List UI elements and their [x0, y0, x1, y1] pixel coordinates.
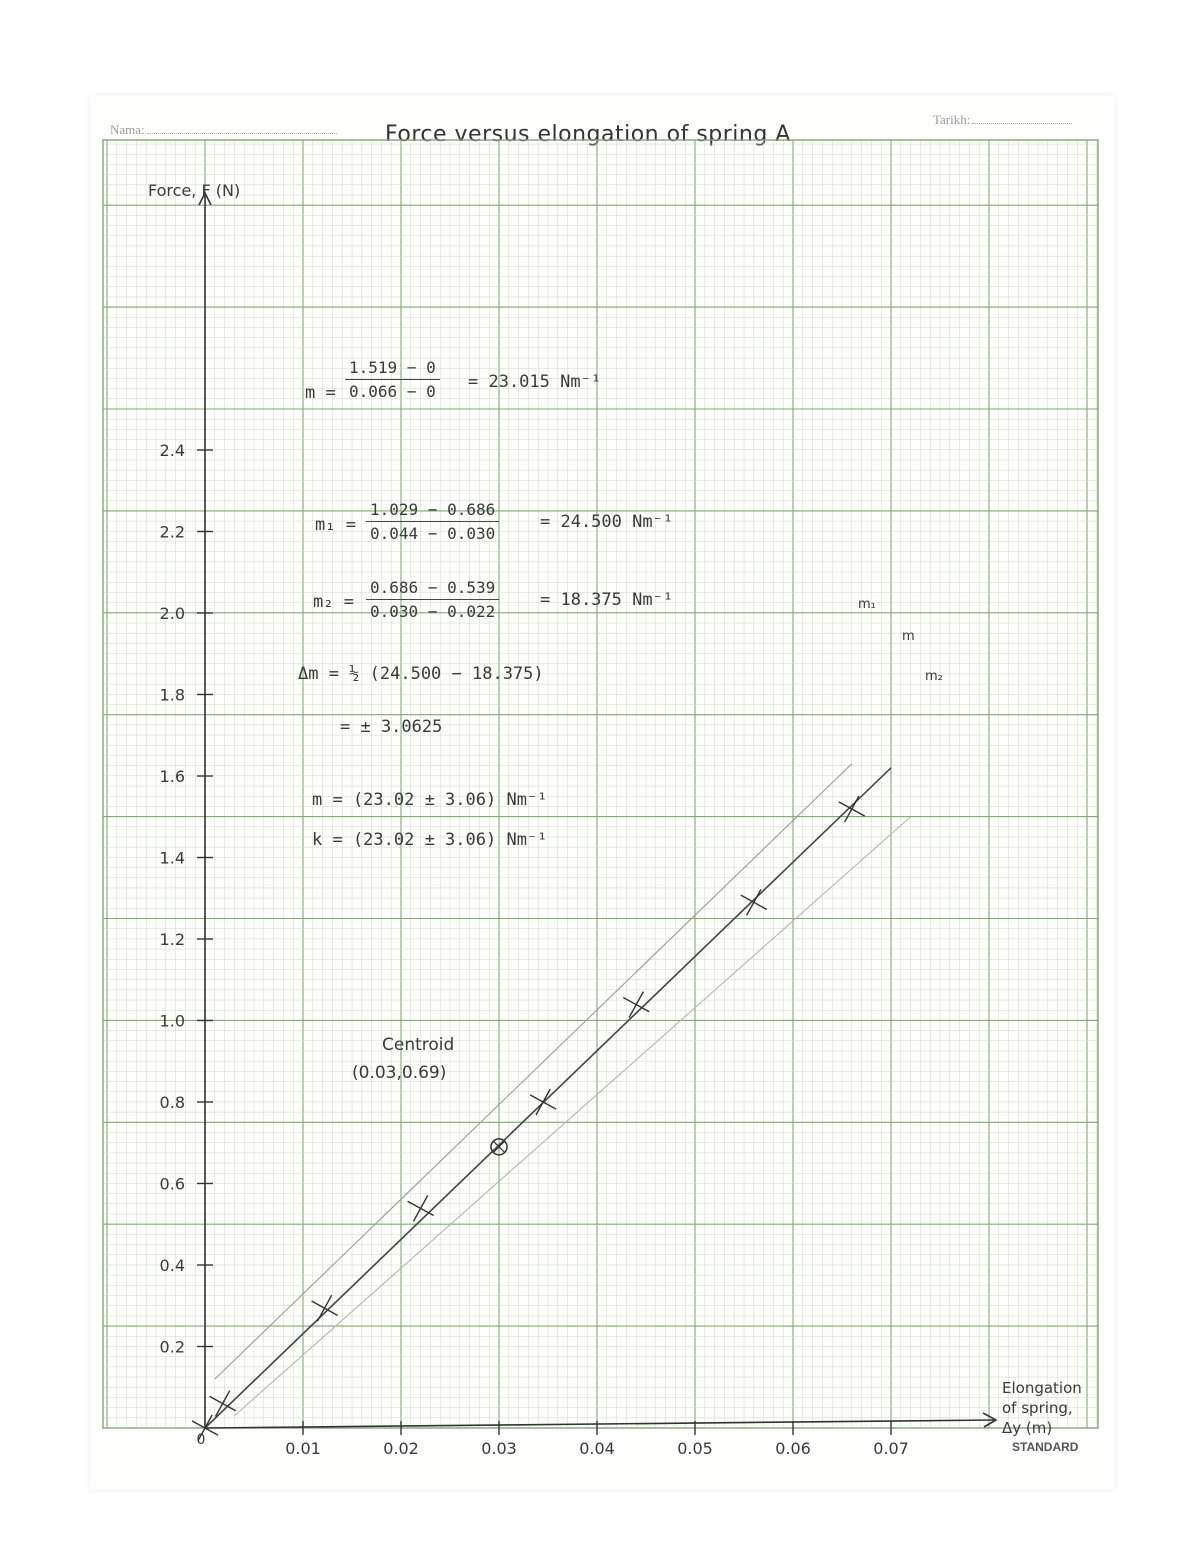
m-fraction — [345, 358, 440, 401]
y-tick-label: 0.2 — [159, 1337, 185, 1357]
m2-numerator: 0.686 − 0.539 — [366, 578, 499, 600]
origin-label: 0 — [196, 1432, 206, 1448]
y-tick-label: 0.4 — [159, 1256, 185, 1275]
m1-result: = 24.500 Nm⁻¹ — [540, 512, 674, 532]
m-denominator: 0.066 − 0 — [349, 382, 436, 401]
centroid-coords-label: (0.03,0.69) — [352, 1063, 447, 1083]
y-tick-label: 1.6 — [159, 767, 185, 786]
paper-brand: STANDARD — [1012, 1440, 1079, 1454]
grid — [103, 140, 1098, 1428]
y-tick-label: 1.4 — [159, 848, 185, 868]
k-final: k = (23.02 ± 3.06) Nm⁻¹ — [312, 830, 548, 850]
delta-m-line1: Δm = ½ (24.500 − 18.375) — [298, 664, 544, 684]
x-tick-label: 0.06 — [775, 1439, 811, 1458]
x-tick-label: 0.05 — [677, 1439, 713, 1458]
fit-line-label: m₁ — [858, 597, 876, 612]
y-tick-label: 1.2 — [159, 930, 185, 949]
y-tick-label: 0.8 — [159, 1093, 185, 1112]
m1-numerator: 1.029 − 0.686 — [366, 500, 499, 522]
name-label: Nama: — [110, 122, 145, 137]
m-final: m = (23.02 ± 3.06) Nm⁻¹ — [312, 790, 548, 810]
x-tick-label: 0.01 — [285, 1439, 321, 1458]
x-axis — [205, 1420, 995, 1428]
m2-label: m₂ = — [313, 592, 354, 612]
y-tick-label: 1.8 — [159, 685, 185, 705]
m2-denominator: 0.030 − 0.022 — [370, 602, 496, 621]
y-tick-label: 2.4 — [159, 441, 185, 460]
delta-m-line2: = ± 3.0625 — [340, 717, 443, 737]
date-label: Tarikh: — [933, 112, 971, 127]
m1-denominator: 0.044 − 0.030 — [370, 524, 496, 543]
data-point — [210, 1391, 236, 1417]
y-tick-label: 2.2 — [159, 522, 185, 542]
x-tick-label: 0.03 — [481, 1439, 517, 1458]
data-point — [312, 1295, 338, 1321]
x-axis-label-line: of spring, — [1002, 1399, 1073, 1417]
x-tick-label: 0.02 — [383, 1439, 419, 1458]
fit-line-label: m₂ — [925, 669, 943, 684]
y-tick-label: 2.0 — [159, 604, 185, 623]
fit-line-label: m — [902, 629, 915, 644]
chart-title: Force versus elongation of spring A — [385, 122, 791, 147]
x-axis-label-line: Δy (m) — [1002, 1419, 1053, 1437]
y-axis-label: Force, F (N) — [148, 181, 241, 200]
x-axis-label-line: Elongation — [1002, 1379, 1082, 1397]
y-tick-label: 0.6 — [159, 1174, 185, 1194]
centroid-label: Centroid — [382, 1035, 455, 1055]
m-numerator: 1.519 − 0 — [345, 358, 440, 380]
m-label: m = — [305, 383, 336, 403]
m-result: = 23.015 Nm⁻¹ — [468, 372, 602, 392]
x-tick-label: 0.07 — [873, 1439, 909, 1458]
m2-fraction — [366, 578, 499, 621]
m1-fraction — [366, 500, 499, 543]
x-tick-label: 0.04 — [579, 1439, 615, 1458]
y-tick-label: 1.0 — [159, 1011, 185, 1031]
grid-border — [103, 140, 1098, 1428]
m2-result: = 18.375 Nm⁻¹ — [540, 590, 674, 610]
m1-label: m₁ = — [315, 515, 356, 535]
